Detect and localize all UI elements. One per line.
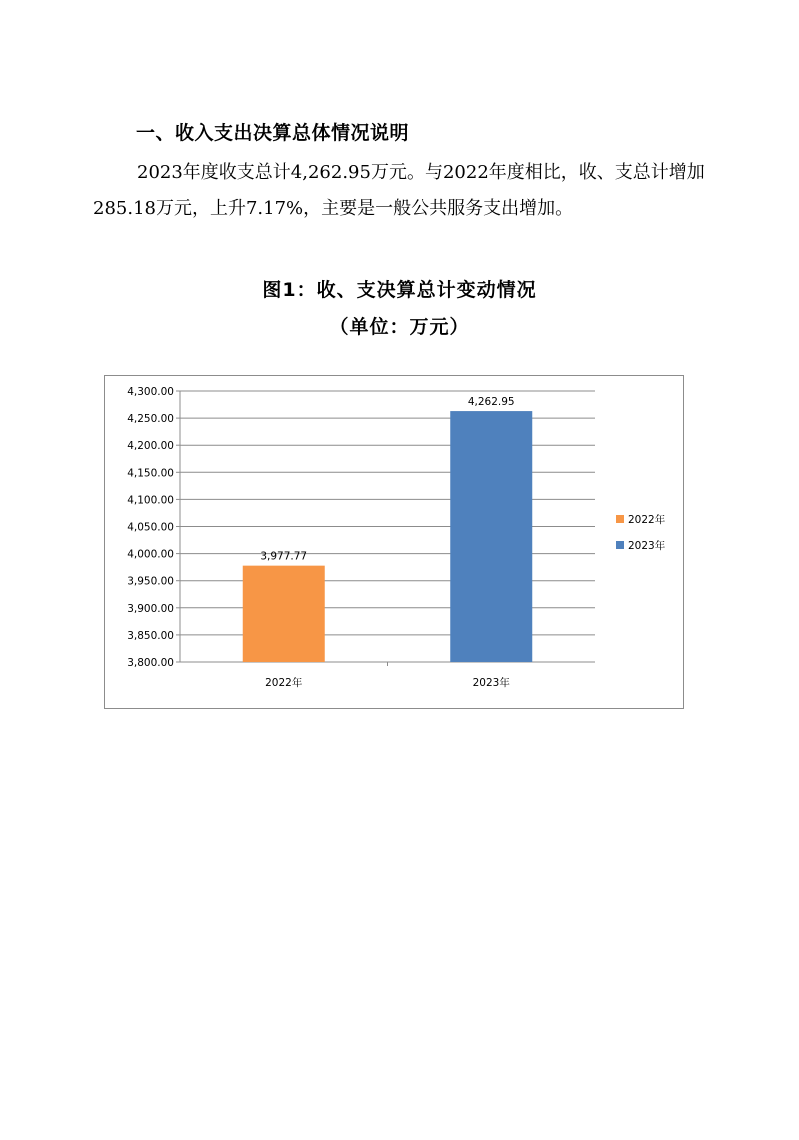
data-label: 4,262.95 (467, 396, 515, 409)
legend-label: 2022年 (628, 514, 666, 526)
y-tick-label: 4,000.00 (127, 548, 174, 561)
y-tick-label: 4,100.00 (127, 494, 174, 507)
data-label: 3,977.77 (260, 550, 308, 563)
y-tick-label: 4,200.00 (127, 440, 174, 453)
y-tick-label: 4,050.00 (127, 521, 174, 534)
y-tick-label: 4,250.00 (127, 413, 174, 426)
figure-unit: （单位：万元） (329, 316, 470, 338)
figure-title: 图1：收、支决算总计变动情况 (262, 279, 537, 301)
bar-chart (105, 376, 683, 708)
y-tick-label: 3,850.00 (127, 629, 174, 642)
y-tick-label: 3,900.00 (127, 602, 174, 615)
legend-swatch (616, 515, 624, 523)
legend-swatch (616, 541, 624, 549)
y-tick-label: 3,800.00 (127, 657, 174, 669)
chart-frame (104, 375, 684, 709)
y-tick-label: 4,300.00 (127, 386, 174, 398)
legend-label: 2023年 (628, 540, 666, 552)
x-tick-label: 2022年 (265, 677, 303, 689)
y-tick-label: 4,150.00 (127, 467, 174, 480)
bar-1 (243, 566, 325, 662)
section-heading: 一、收入支出决算总体情况说明 (136, 122, 410, 144)
x-tick-label: 2023年 (472, 677, 510, 689)
summary-paragraph: 2023年度收支总计4,262.95万元。与2022年度相比，收、支总计增加285.18万元，上升7.17%，主要是一般公共服务支出增加。 (93, 162, 705, 219)
bar-2 (450, 411, 532, 662)
y-tick-label: 3,950.00 (127, 575, 174, 588)
